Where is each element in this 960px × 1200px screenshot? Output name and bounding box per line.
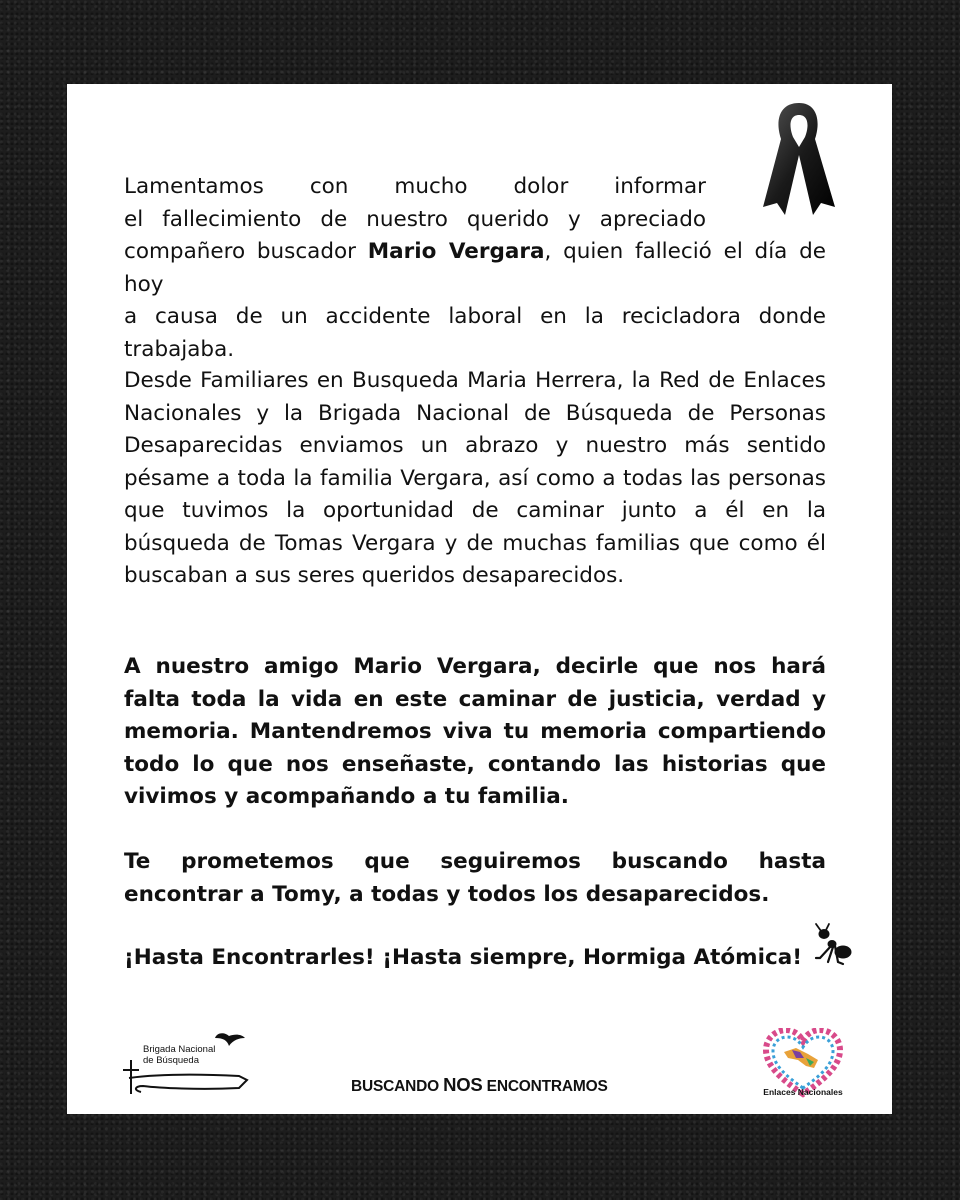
- brigada-logo-line: Brigada Nacional: [143, 1044, 216, 1055]
- announcement-line: el fallecimiento de nuestro querido y apreciado: [124, 206, 706, 232]
- announcement-text: compañero buscador: [124, 239, 368, 264]
- announcement-line: a causa de un accidente laboral en la recicladora donde: [124, 304, 826, 329]
- ant-icon: [810, 922, 856, 968]
- footer-slogan: [351, 1074, 608, 1096]
- footer-slogan-part: NOS: [443, 1074, 483, 1095]
- announcement-text: , quien falleció el día de hoy: [124, 239, 826, 297]
- announcement-line: Lamentamos con mucho dolor informar: [124, 174, 706, 199]
- promise-paragraph: Te prometemos que seguiremos buscando hasta encontrar a Tomy, a todas y todos los desaparecidos.: [124, 849, 826, 907]
- announcement-paragraph: [124, 171, 826, 366]
- announcement-line: trabajaba.: [124, 336, 235, 362]
- enlaces-logo-label: Enlaces Nacionales: [763, 1087, 843, 1097]
- condolences-paragraph: Desde Familiares en Busqueda Maria Herrera, la Red de Enlaces Nacionales y la Brigada Nacional de Búsqueda de Personas Desaparecidas enviamos un abrazo y nuestro más sentido pésame a toda la familia Vergara, así como a todas las personas que tuvimos la oportunidad de caminar junto a él en la búsqueda de Tomas Vergara y de muchas familias que como él buscaban a sus seres queridos desaparecidos.: [124, 368, 826, 588]
- brigada-logo: [119, 1030, 259, 1098]
- footer-slogan-part: ENCONTRAMOS: [482, 1078, 608, 1095]
- brigada-logo-line: de Búsqueda: [143, 1055, 199, 1066]
- deceased-name: Mario Vergara: [367, 239, 545, 264]
- footer-slogan-part: BUSCANDO: [351, 1078, 444, 1095]
- announcement-line: [124, 236, 826, 301]
- tribute-paragraph: A nuestro amigo Mario Vergara, decirle que nos hará falta toda la vida en este caminar de justicia, verdad y memoria. Mantendremos viva tu memoria compartiendo todo lo que nos enseñaste, contando las historias que vivimos y acompañando a tu familia.: [124, 654, 826, 809]
- closing-line: ¡Hasta Encontrarles! ¡Hasta siempre, Hormiga Atómica!: [124, 945, 803, 970]
- condolence-card: [67, 84, 892, 1114]
